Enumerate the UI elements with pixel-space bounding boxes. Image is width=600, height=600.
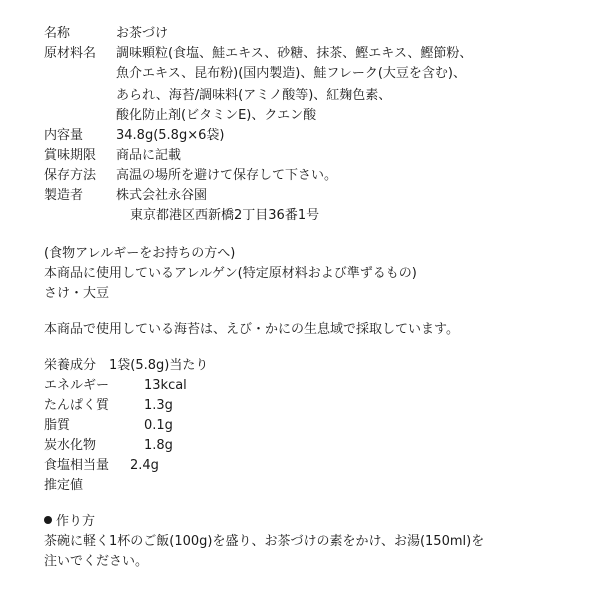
- bullet-icon: [44, 516, 52, 524]
- nutrition-value: 0.1g: [144, 418, 173, 433]
- ingredients-line: 魚介エキス、昆布粉)(国内製造)、鮭フレーク(大豆を含む)、: [116, 66, 466, 81]
- manufacturer-label: 製造者: [44, 188, 84, 203]
- seaweed-note: 本商品で使用している海苔は、えび・かにの生息域で採取しています。: [44, 322, 459, 337]
- contents-label: 内容量: [44, 128, 84, 143]
- nutrition-label: エネルギー: [44, 378, 110, 393]
- nutrition-label: 炭水化物: [44, 438, 97, 453]
- instructions-heading: 作り方: [56, 514, 96, 529]
- best-before-value: 商品に記載: [116, 148, 182, 163]
- allergy-description: 本商品に使用しているアレルゲン(特定原材料および準ずるもの): [44, 266, 417, 281]
- ingredients-line: 酸化防止剤(ビタミンE)、クエン酸: [116, 108, 317, 123]
- nutrition-label: 食塩相当量: [44, 458, 110, 473]
- nutrition-value: 13kcal: [144, 378, 187, 393]
- contents-value: 34.8g(5.8g×6袋): [116, 128, 225, 143]
- name-label: 名称: [44, 26, 71, 41]
- storage-label: 保存方法: [44, 168, 97, 183]
- storage-value: 高温の場所を避けて保存して下さい。: [116, 168, 338, 183]
- manufacturer-address: 東京都港区西新橋2丁目36番1号: [130, 208, 320, 223]
- nutrition-value: 1.8g: [144, 438, 173, 453]
- allergy-items: さけ・大豆: [44, 286, 110, 301]
- ingredients-label: 原材料名: [44, 46, 97, 61]
- instructions-line: 注いでください。: [44, 554, 149, 569]
- nutrition-label: たんぱく質: [44, 398, 110, 413]
- name-value: お茶づけ: [116, 26, 169, 41]
- manufacturer-name: 株式会社永谷園: [116, 188, 208, 203]
- instructions-line: 茶碗に軽く1杯のご飯(100g)を盛り、お茶づけの素をかけ、お湯(150ml)を: [44, 534, 485, 549]
- nutrition-value: 2.4g: [130, 458, 159, 473]
- nutrition-value: 1.3g: [144, 398, 173, 413]
- nutrition-label: 脂質: [44, 418, 71, 433]
- allergy-heading: (食物アレルギーをお持ちの方へ): [44, 246, 236, 261]
- instructions-heading-row: [44, 512, 95, 532]
- nutrition-note: 推定値: [44, 478, 84, 493]
- nutrition-heading: 栄養成分 1袋(5.8g)当たり: [44, 358, 209, 373]
- ingredients-line: 調味顆粒(食塩、鮭エキス、砂糖、抹茶、鰹エキス、鰹節粉、: [116, 46, 473, 61]
- ingredients-line: あられ、海苔/調味料(アミノ酸等)、紅麹色素、: [116, 88, 392, 103]
- best-before-label: 賞味期限: [44, 148, 97, 163]
